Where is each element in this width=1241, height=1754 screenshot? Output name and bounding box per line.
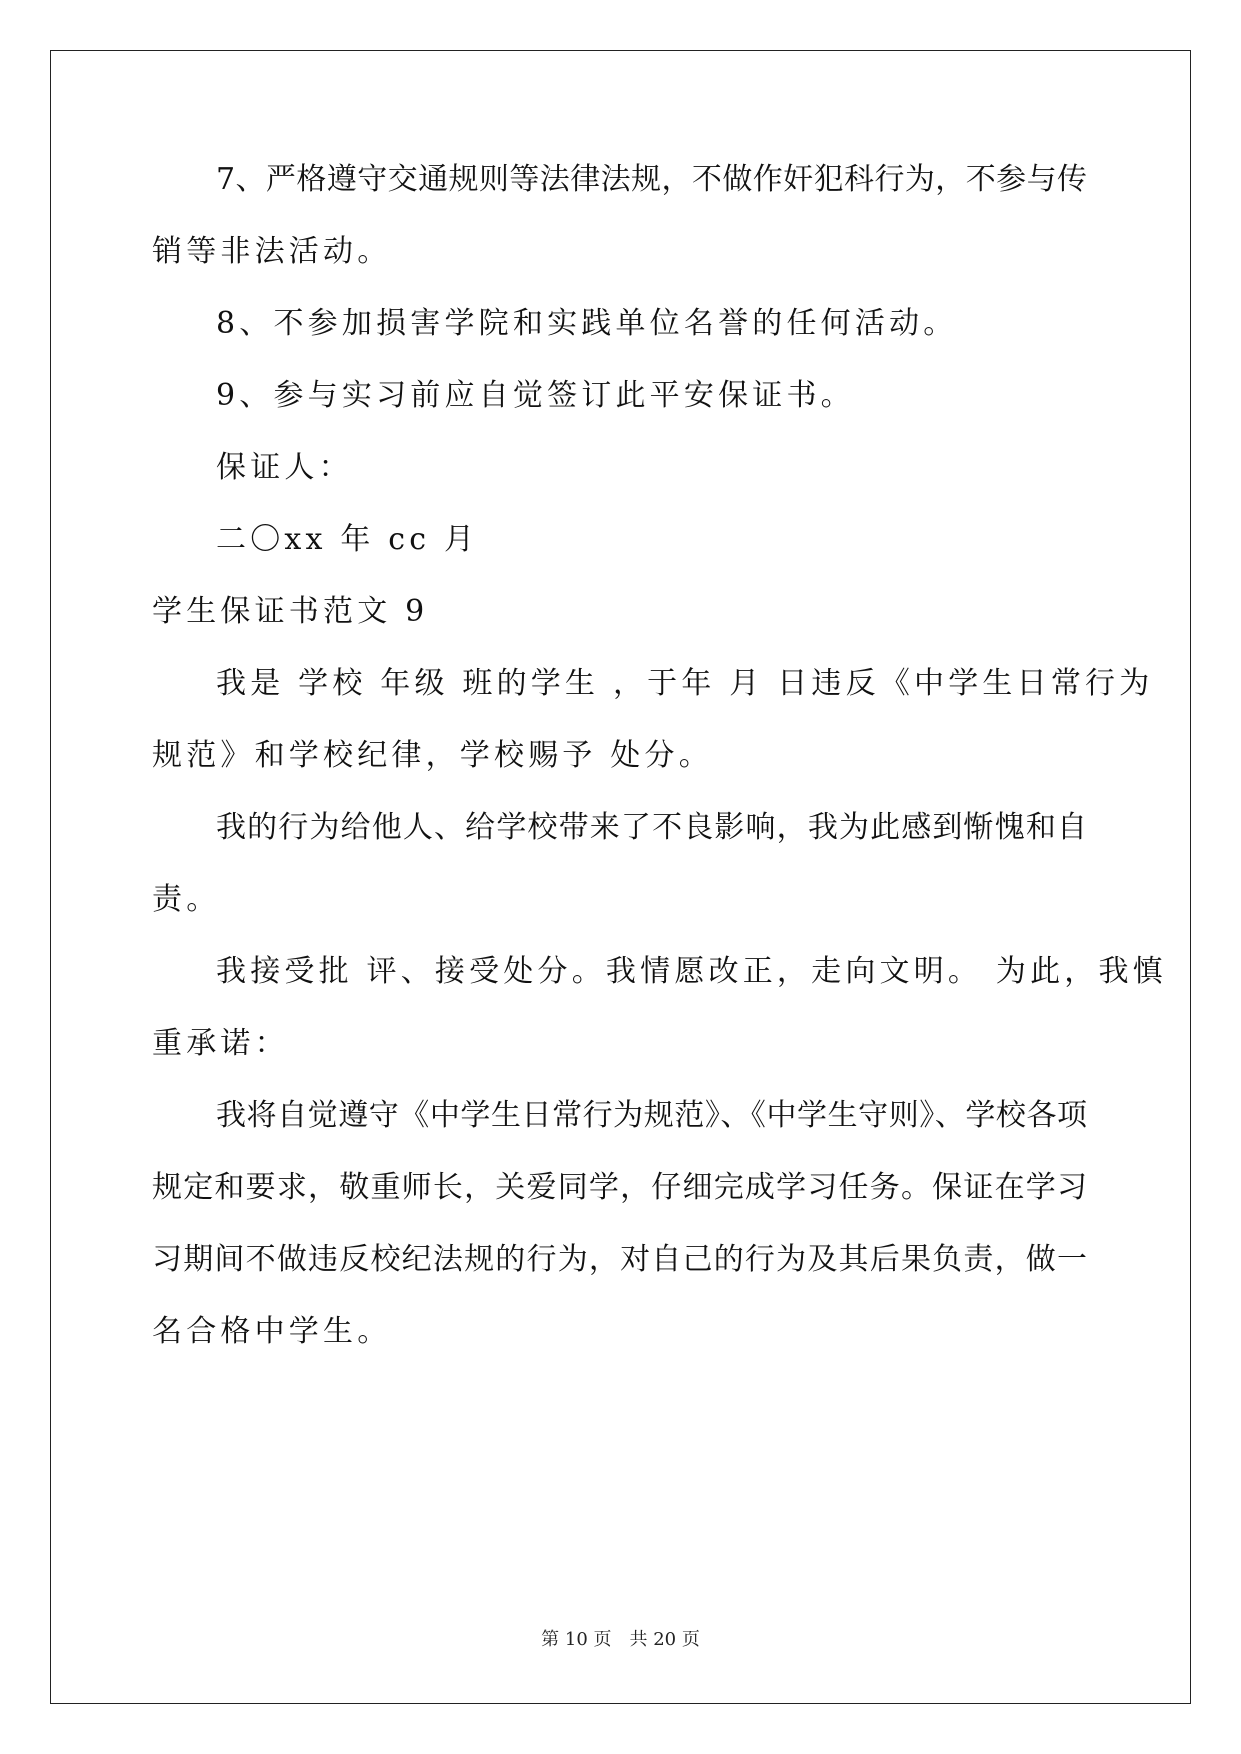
paragraph-line: 习期间不做违反校纪法规的行为，对自己的行为及其后果负责，做一 (152, 1242, 1087, 1277)
paragraph-line: 责。 (152, 882, 221, 917)
page-total: 共 20 页 (629, 1629, 700, 1650)
paragraph-line: 8、不参加损害学院和实践单位名誉的任何活动。 (216, 306, 958, 341)
paragraph-line: 重承诺： (152, 1026, 289, 1061)
paragraph-line: 9、参与实习前应自觉签订此平安保证书。 (216, 378, 855, 413)
paragraph-line: 规定和要求，敬重师长，关爱同学，仔细完成学习任务。保证在学习 (152, 1170, 1087, 1205)
paragraph-line: 我将自觉遵守《中学生日常行为规范》、《中学生守则》、学校各项 (216, 1098, 1087, 1133)
paragraph-line: 规范》和学校纪律，学校赐予 处分。 (152, 738, 713, 773)
paragraph-line: 我是 学校 年级 班的学生 ，于年 月 日违反《中学生日常行为 (216, 666, 1154, 701)
paragraph-line: 销等非法活动。 (152, 234, 392, 269)
paragraph-line: 我的行为给他人、给学校带来了不良影响，我为此感到惭愧和自 (216, 810, 1087, 845)
section-title: 学生保证书范文 9 (152, 594, 429, 629)
page-number: 第 10 页 (541, 1629, 612, 1650)
paragraph-line: 7、严格遵守交通规则等法律法规，不做作奸犯科行为，不参与传 (216, 162, 1087, 197)
page-border (50, 50, 1191, 1704)
paragraph-line: 我接受批 评、接受处分。我情愿改正，走向文明。 为此，我慎 (216, 954, 1167, 989)
paragraph-line: 名合格中学生。 (152, 1314, 392, 1349)
signature-label: 保证人： (216, 450, 353, 485)
page-footer (0, 1628, 1241, 1652)
date-line: 二〇xx 年 cc 月 (216, 522, 479, 557)
